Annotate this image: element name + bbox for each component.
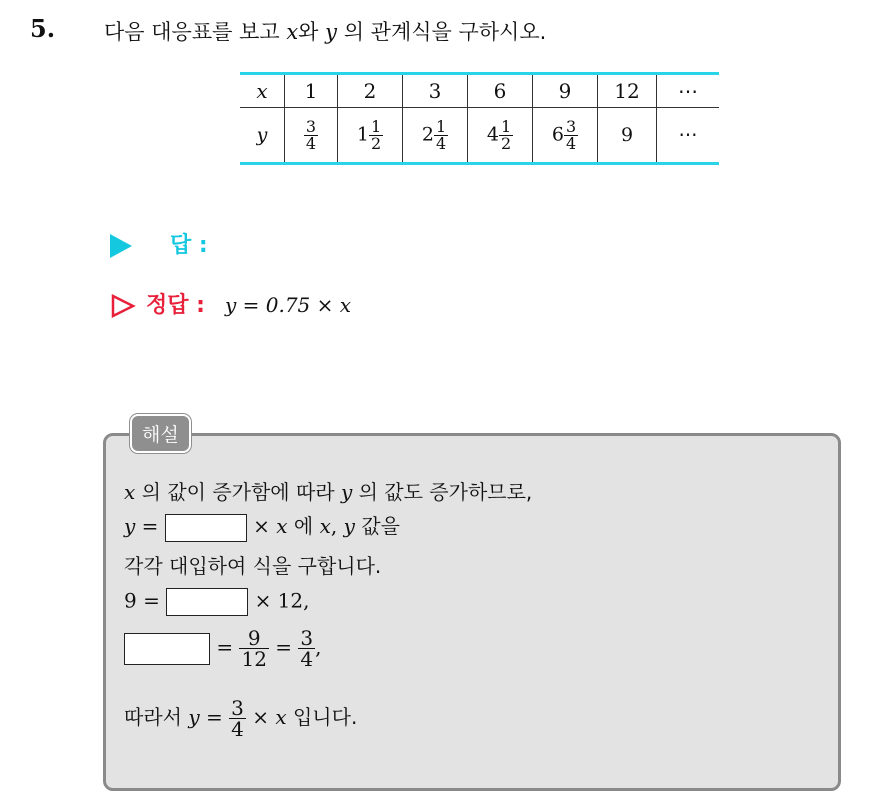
var-x: x [276,514,288,538]
question-part2: 와 [298,20,326,44]
text: 따라서 [124,705,189,729]
blank-box [165,514,247,542]
answer-row [110,228,208,259]
solution-line-2 [124,510,400,542]
fraction [304,116,318,153]
fraction-numerator: 3 [565,116,577,136]
mixed-whole: 1 [356,123,369,145]
table-cell: 1 [285,74,338,108]
fraction-denominator: 4 [305,133,317,153]
fraction-denominator: 2 [370,133,382,153]
table-cell: ⋯ [657,74,720,108]
fraction-numerator: 9 [247,626,261,650]
table-cell: 2 [338,74,403,108]
times-sign: × [253,514,277,538]
table-cell: ⋯ [657,108,720,164]
solution-tag: 해설 [130,414,191,453]
fraction-denominator: 4 [565,133,577,153]
equals-sign: = [199,705,223,729]
fraction-numerator: 1 [435,116,447,136]
fraction [239,628,268,669]
fraction-denominator: 12 [241,647,267,671]
question-part3: 의 관계식을 구하시오. [337,20,547,44]
solution-line-1 [124,476,532,505]
fraction-denominator: 4 [435,133,447,153]
table-cell: 9 [598,108,657,164]
times-sign: × [252,705,276,729]
fraction-numerator: 3 [305,116,317,136]
correct-answer-equation: y = 0.75 × x [224,293,352,317]
blank-box [166,588,248,616]
correct-answer-row [110,288,351,319]
var-x: x [124,480,136,504]
question-var-x: x [286,20,299,44]
table-cell: 6 [468,74,533,108]
table-row-y [240,108,719,164]
table-cell [533,108,598,164]
fraction-numerator: 3 [300,626,314,650]
table-cell: 12 [598,74,657,108]
question-number: 5. [30,14,56,43]
fraction [564,116,578,153]
question-text [104,16,546,46]
table-cell: 9 [533,74,598,108]
table-row-x [240,74,719,108]
equation-right: × 12, [254,588,310,613]
question-part1: 다음 대응표를 보고 [104,20,287,44]
mixed-whole: 4 [486,123,499,145]
fraction-numerator: 3 [231,696,244,720]
solution-line-3: 각각 대입하여 식을 구합니다. [124,554,382,578]
fraction [369,116,383,153]
fraction [229,698,246,739]
equation-left: 9 = [124,588,160,613]
mixed-whole: 2 [421,123,434,145]
fraction-denominator: 2 [500,133,512,153]
fraction-denominator: 4 [231,717,244,741]
var-x: x [319,514,331,538]
table-cell: 3 [403,74,468,108]
table-header-y: y [256,124,268,146]
table-header-x: x [240,74,285,108]
comma: , [315,635,322,659]
mixed-whole: 6 [551,123,564,145]
correspondence-table [240,72,719,165]
comma: , [330,514,344,538]
var-y: y [340,480,353,504]
table-cell [468,108,533,164]
table-cell [285,108,338,164]
solution-line-4 [124,588,309,616]
text: 입니다. [286,705,358,729]
blank-box [124,633,210,665]
play-triangle-icon [110,234,132,258]
var-y: y [343,514,355,538]
var-x: x [275,705,287,729]
var-y: y [188,705,200,729]
solution-line-6 [124,698,357,739]
table-cell [403,108,468,164]
fraction-numerator: 1 [370,116,382,136]
solution-line-5 [124,628,322,669]
text: 에 [287,514,320,538]
equals-sign: = [216,635,234,659]
equals-sign: = [275,635,293,659]
fraction [499,116,513,153]
table-cell [338,108,403,164]
fraction-numerator: 1 [500,116,512,136]
fraction [298,628,315,669]
text: 의 값도 증가하므로, [352,480,533,504]
fraction-denominator: 4 [300,647,314,671]
text: 의 값이 증가함에 따라 [135,480,341,504]
outline-triangle-icon [110,293,136,319]
fraction [434,116,448,153]
equation-left: y = [124,514,159,538]
correct-answer-label: 정답 : [146,293,205,318]
answer-label: 답 : [170,233,208,258]
text: 값을 [354,514,400,538]
question-var-y: y [325,20,338,44]
